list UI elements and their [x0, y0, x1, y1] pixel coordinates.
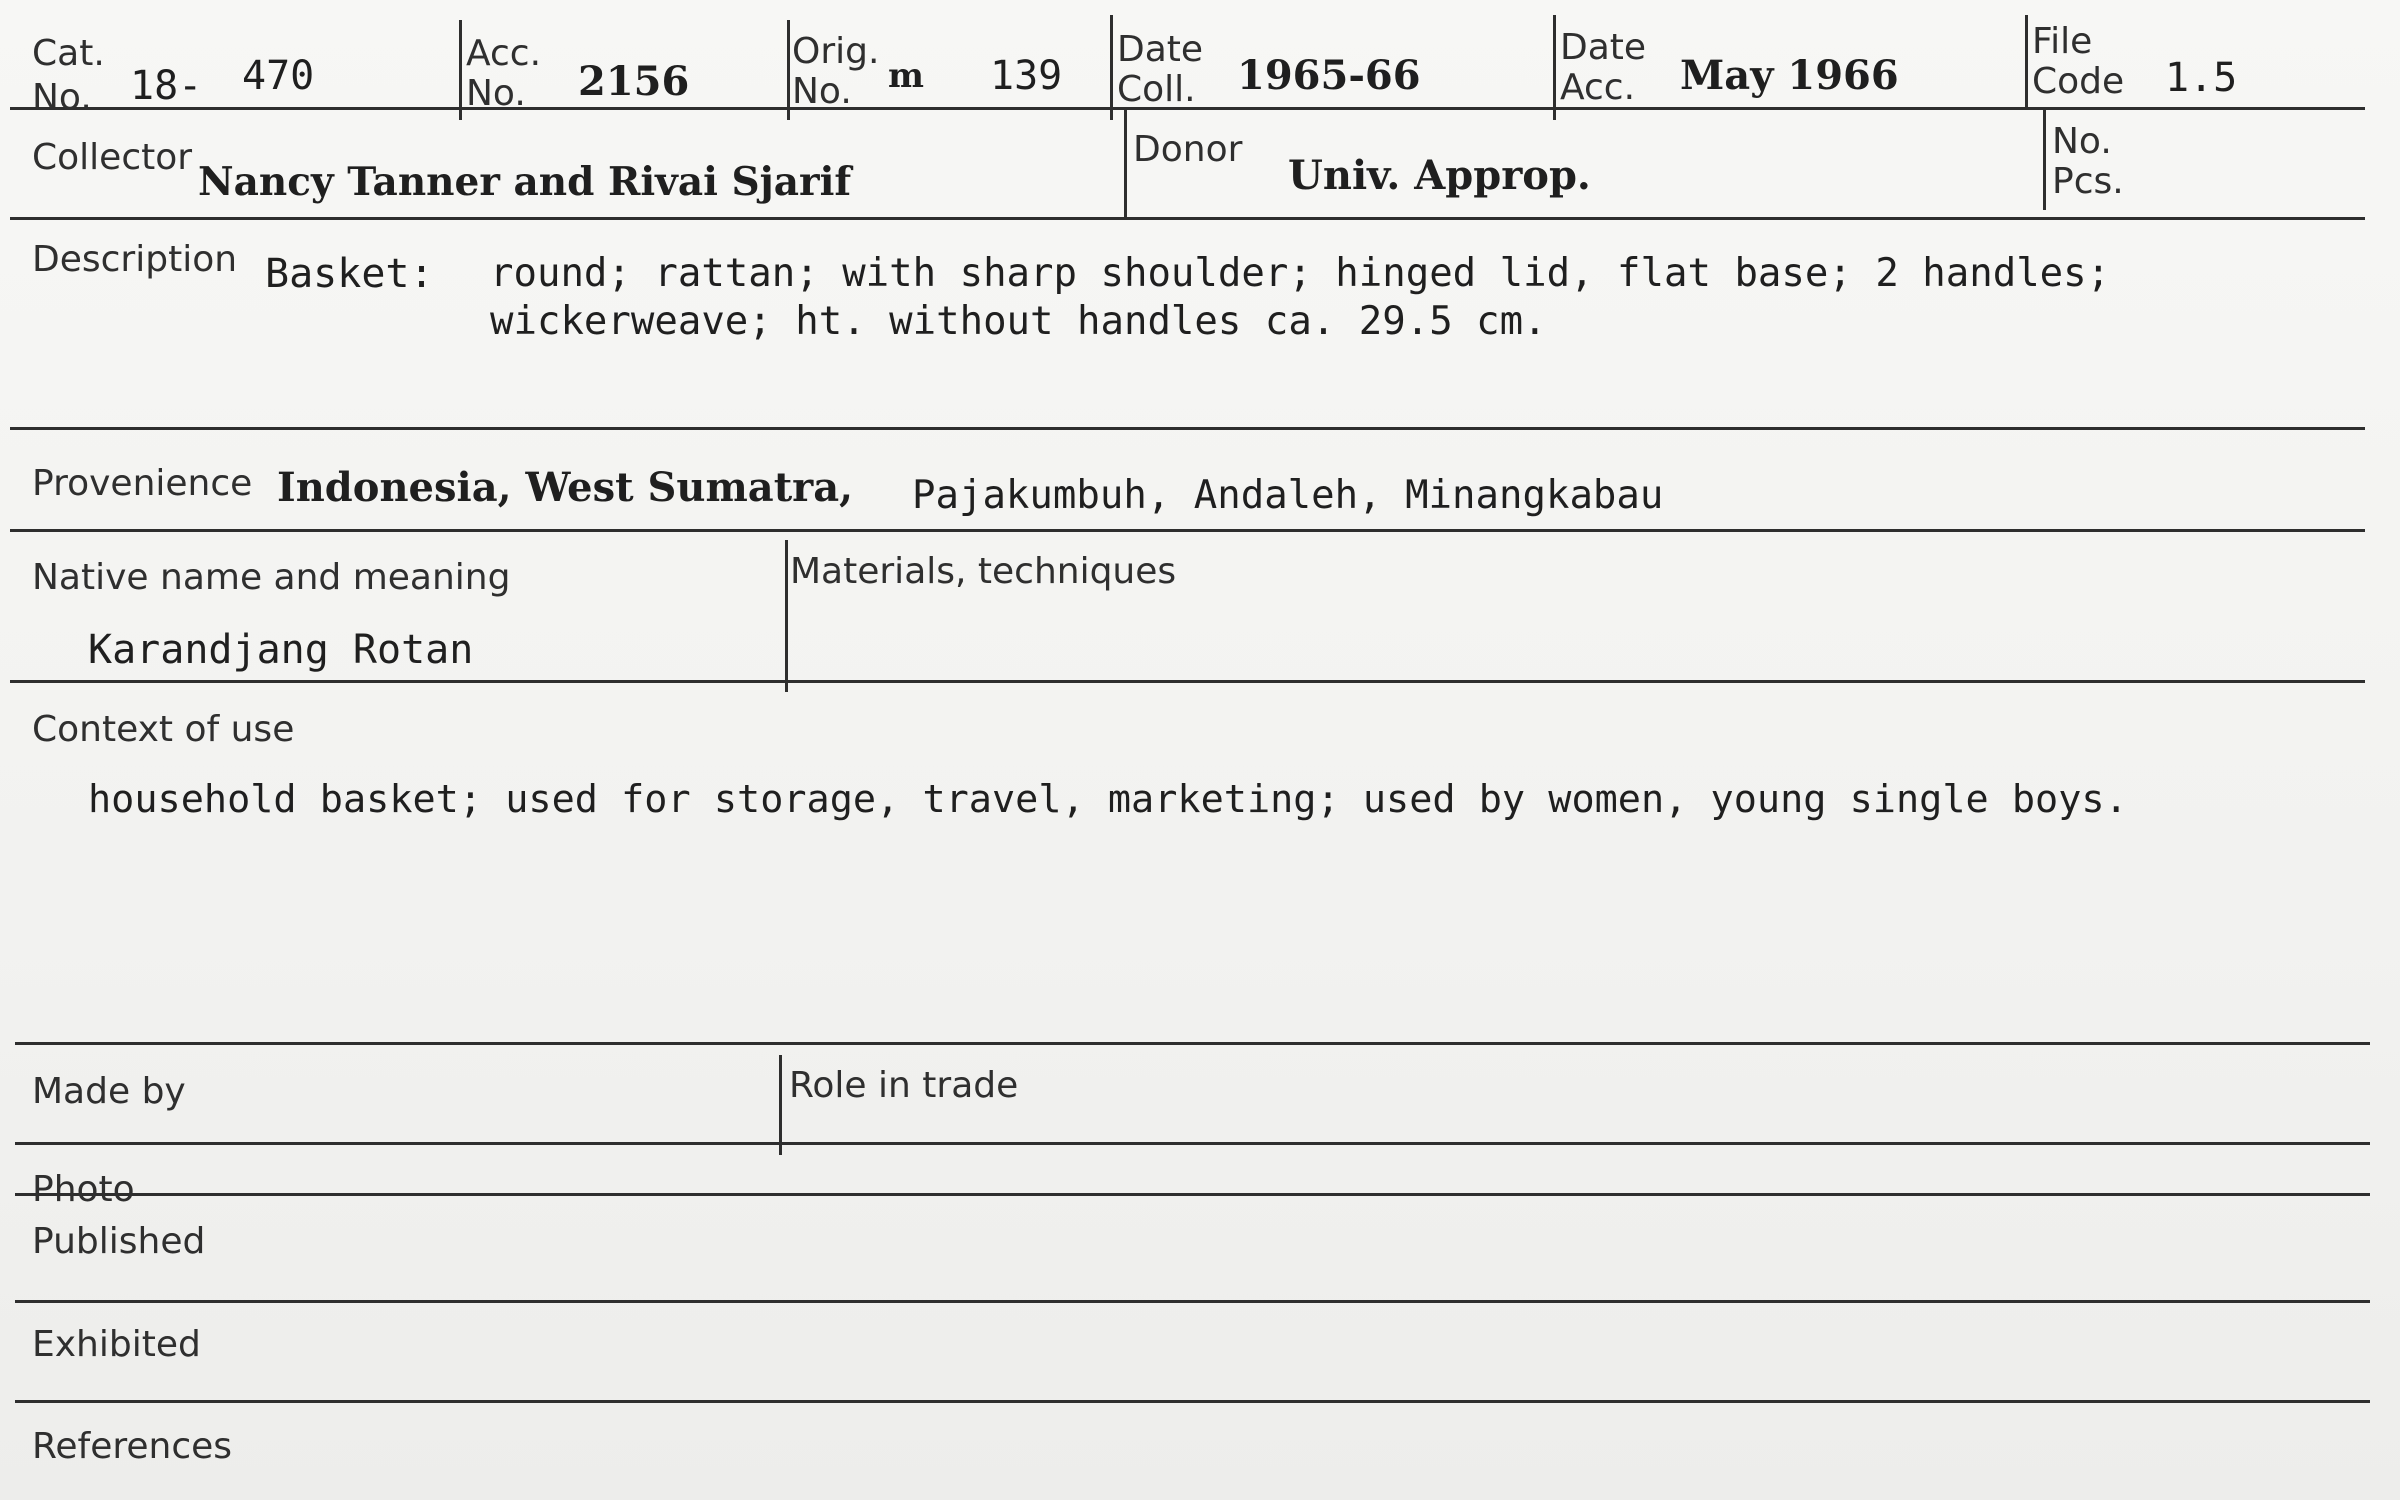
date-acc-label-top: Date	[1560, 27, 1647, 68]
orig-no-label-bottom: No.	[792, 71, 852, 112]
materials-label: Materials, techniques	[790, 551, 1177, 592]
description-line-2: wickerweave; ht. without handles ca. 29.5 cm.	[490, 299, 1547, 344]
context-value: household basket; used for storage, travel, marketing; used by women, young single boys.	[88, 777, 2128, 822]
date-coll-label-top: Date	[1117, 29, 1204, 70]
native-materials-divider	[785, 540, 788, 692]
donor-pieces-divider	[2043, 110, 2046, 210]
collector-label: Collector	[32, 137, 193, 178]
cat-no-label-bottom: No.	[32, 77, 92, 118]
date-coll-label-bottom: Coll.	[1117, 69, 1196, 110]
description-line-1: round; rattan; with sharp shoulder; hinged lid, flat base; 2 handles;	[490, 251, 2111, 296]
acc-no-label-bottom: No.	[466, 73, 526, 114]
acc-no-label-top: Acc.	[466, 33, 542, 74]
donor-label: Donor	[1133, 129, 1243, 170]
file-code-label-bottom: Code	[2032, 61, 2125, 102]
native-name-label: Native name and meaning	[32, 557, 511, 598]
header-divider-1	[459, 20, 462, 120]
date-acc-label-bottom: Acc.	[1560, 67, 1636, 108]
cat-no-value: 470	[242, 53, 315, 99]
pieces-label-bottom: Pcs.	[2052, 161, 2124, 202]
file-code-value: 1.5	[2165, 55, 2238, 101]
context-label: Context of use	[32, 709, 295, 750]
collector-value: Nancy Tanner and Rivai Sjarif	[198, 159, 852, 205]
madeby-bottom-rule	[15, 1142, 2370, 1145]
date-coll-value: 1965-66	[1237, 52, 1421, 99]
cat-no-label-top: Cat.	[32, 33, 105, 74]
orig-no-value: 139	[990, 53, 1063, 99]
references-label: References	[32, 1426, 233, 1467]
native-name-value: Karandjang Rotan	[88, 627, 474, 673]
published-label: Published	[32, 1221, 206, 1262]
madeby-role-divider	[779, 1055, 782, 1155]
acc-no-value: 2156	[578, 58, 690, 105]
made-by-label: Made by	[32, 1071, 186, 1112]
orig-no-label-top: Orig.	[792, 31, 880, 72]
provenience-value-bold: Indonesia, West Sumatra,	[277, 464, 854, 511]
header-divider-3	[1110, 15, 1113, 120]
context-bottom-rule	[15, 1042, 2370, 1045]
provenience-value-rest: Pajakumbuh, Andaleh, Minangkabau	[912, 473, 1664, 518]
description-label: Description	[32, 239, 238, 280]
cat-no-prefix: 18-	[130, 63, 203, 109]
native-bottom-rule	[10, 680, 2365, 683]
pieces-label-top: No.	[2052, 121, 2112, 162]
collector-bottom-rule	[10, 217, 2365, 220]
provenience-bottom-rule	[10, 529, 2365, 532]
header-divider-5	[2025, 15, 2028, 110]
orig-no-mark: m	[888, 56, 924, 96]
exhibited-bottom-rule	[15, 1400, 2370, 1403]
photo-bottom-rule	[15, 1193, 2370, 1196]
role-in-trade-label: Role in trade	[789, 1065, 1019, 1106]
donor-value: Univ. Approp.	[1288, 152, 1591, 199]
exhibited-label: Exhibited	[32, 1324, 201, 1365]
header-divider-4	[1553, 15, 1556, 120]
date-acc-value: May 1966	[1680, 52, 1899, 99]
file-code-label-top: File	[2032, 21, 2093, 62]
photo-label: Photo	[32, 1169, 135, 1210]
provenience-label: Provenience	[32, 463, 253, 504]
collector-donor-divider	[1124, 110, 1127, 218]
description-bottom-rule	[10, 427, 2365, 430]
header-divider-2	[787, 20, 790, 120]
published-bottom-rule	[15, 1300, 2370, 1303]
description-head: Basket:	[265, 251, 434, 297]
